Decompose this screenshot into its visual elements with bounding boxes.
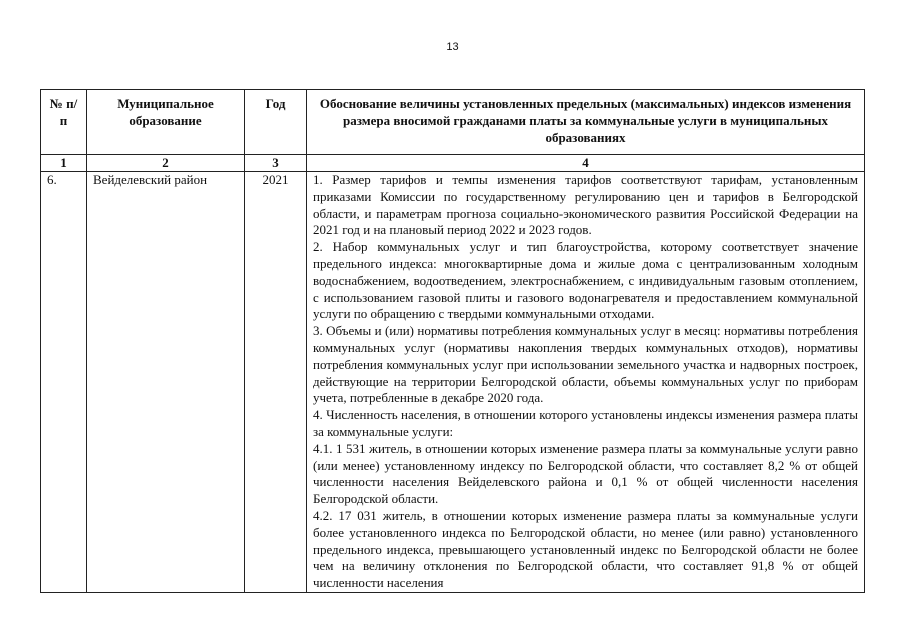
column-number: 3: [245, 155, 307, 172]
header-year: Год: [245, 90, 307, 155]
page-bottom-margin: [0, 607, 905, 640]
paragraph: 4. Численность населения, в отношении которого установлены индексы изменения размера платы за коммунальные услуги:: [313, 407, 858, 439]
page-number: 13: [446, 41, 459, 53]
paragraph: 3. Объемы и (или) нормативы потребления коммунальных услуг в месяц: нормативы потребления коммунальных услуг (нормативы накопления твердых коммунальных отходов), нормативы потребления коммунальных услуг при использовании земельного участка и надворных построек, действующие на территории Белгородской области, объемы коммунальных услуг по приборам учета, потребленные в декабре 2020 года.: [313, 323, 858, 406]
paragraph: 4.2. 17 031 житель, в отношении которых изменение размера платы за коммунальные услуги более установленного индекса по Белгородской области, но менее (или равно) установленного предельного индекса, превышающего установленный индекс по Белгородской области не более чем на величину отклонения по Белгородской области, что составляет 91,8 % от общей численности населения: [313, 507, 858, 591]
justification-table: [40, 89, 865, 593]
column-number: 4: [307, 155, 865, 172]
paragraph: 2. Набор коммунальных услуг и тип благоустройства, которому соответствует значение предельного индекса: многоквартирные дома и жилые дома с централизованным холодным водоснабжением, водоотведением, электроснабжением, с индивидуальным газовым отоплением, с использованием газовой плиты и газового водонагревателя и предоставлением коммунальной услуги по обращению с твердыми коммунальными отходами.: [313, 239, 858, 322]
row-num: 6.: [41, 172, 87, 593]
column-number-row: [41, 155, 865, 172]
row-year: 2021: [245, 172, 307, 593]
row-municipality: Вейделевский район: [87, 172, 245, 593]
header-num: № п/п: [41, 90, 87, 155]
paragraph: 1. Размер тарифов и темпы изменения тарифов соответствуют тарифам, установленным приказами Комиссии по государственному регулированию цен и тарифов в Белгородской области, и параметрам прогноза социально-экономического развития Российской Федерации на 2021 год и на плановый период 2022 и 2023 годов.: [313, 172, 858, 238]
table-row: [41, 172, 865, 593]
column-number: 1: [41, 155, 87, 172]
table-header-row: [41, 90, 865, 155]
header-municipality: Муниципальное образование: [87, 90, 245, 155]
paragraph: 4.1. 1 531 житель, в отношении которых изменение размера платы за коммунальные услуги равно (или менее) установленному индексу по Белгородской области, что составляет 8,2 % от общей численности населения Вейделевского района и 0,1 % от общей численности населения Белгородской области.: [313, 440, 858, 507]
row-justification: [307, 172, 865, 593]
column-number: 2: [87, 155, 245, 172]
header-justification: Обоснование величины установленных предельных (максимальных) индексов изменения размера вносимой гражданами платы за коммунальные услуги в муниципальных образованиях: [307, 90, 865, 155]
